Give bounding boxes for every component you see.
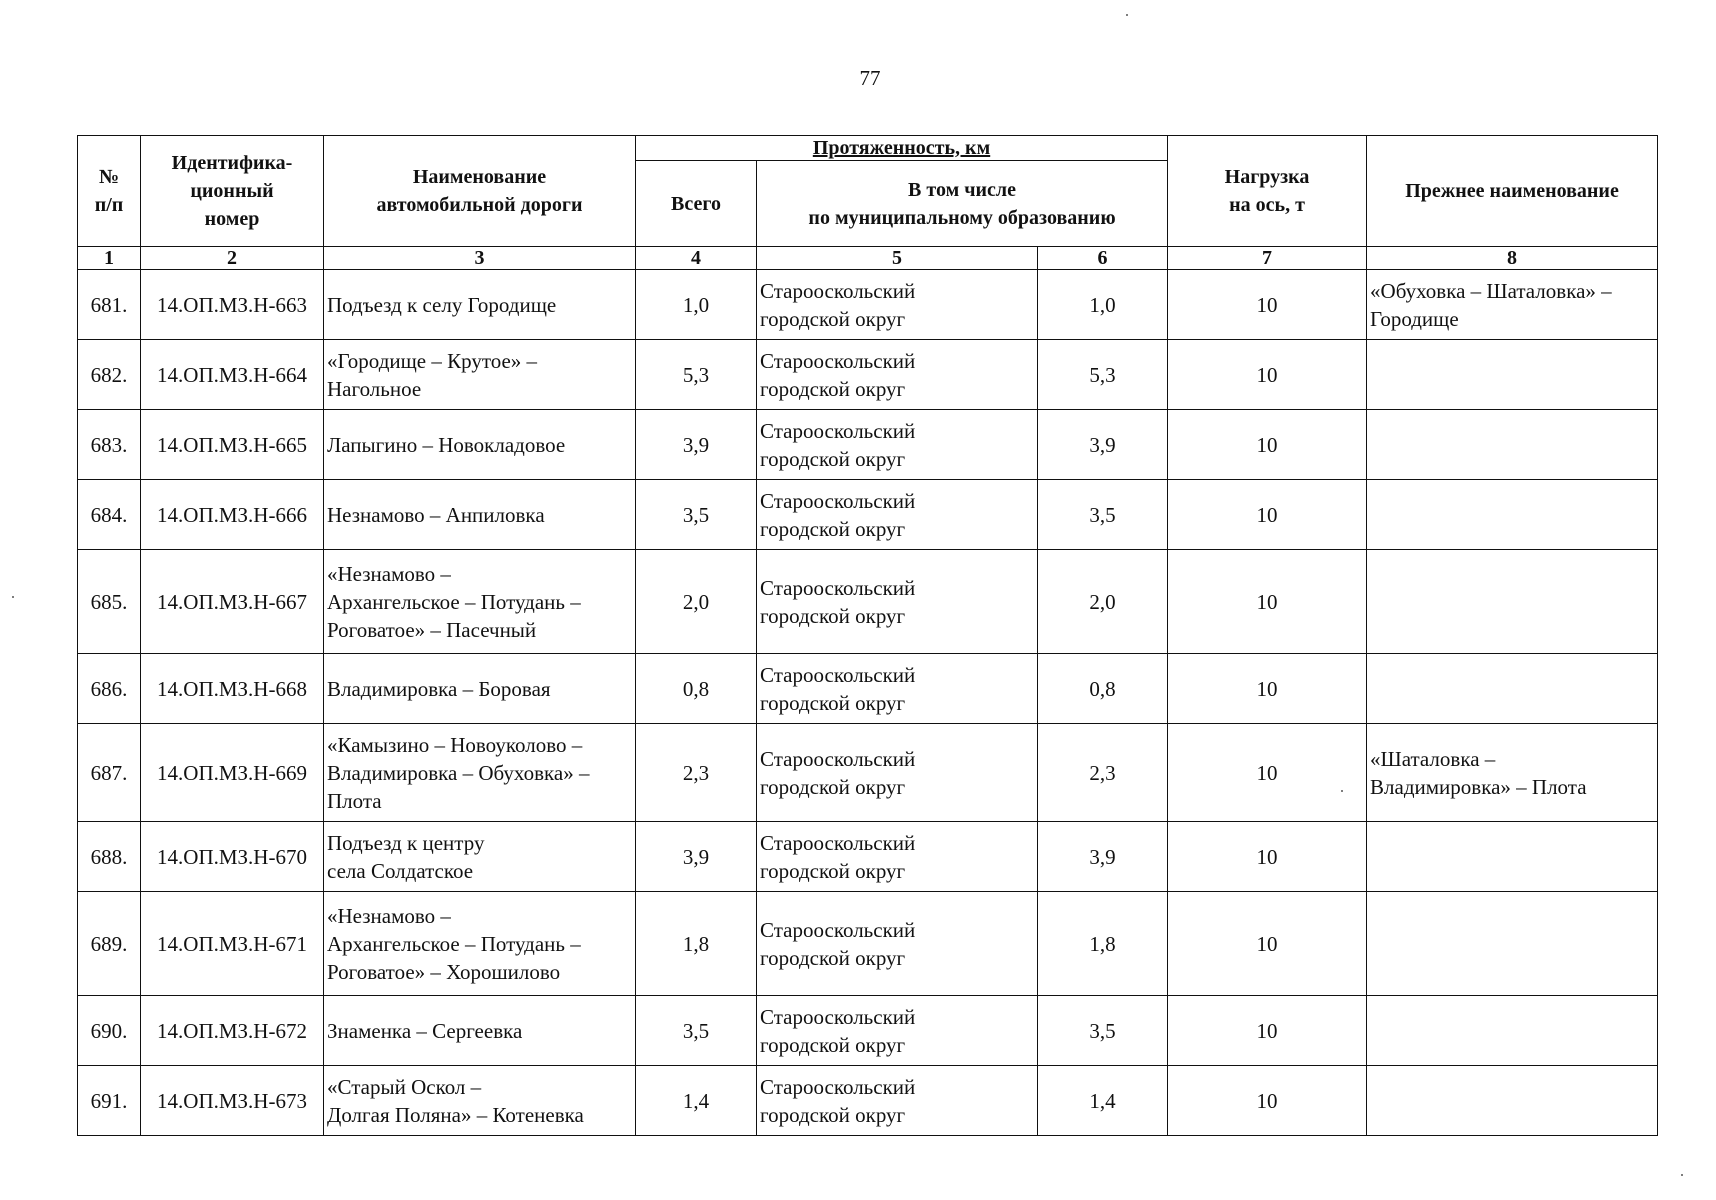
road-id: 14.ОП.МЗ.Н-672 bbox=[141, 996, 324, 1066]
row-number: 687. bbox=[78, 724, 141, 822]
road-name bbox=[324, 480, 636, 550]
column-numbers-row bbox=[78, 247, 1658, 270]
header-num bbox=[78, 136, 141, 247]
municipality-line: городской округ bbox=[760, 516, 906, 541]
header-axle-load bbox=[1168, 136, 1367, 247]
total-length: 3,9 bbox=[636, 410, 757, 480]
row-number: 685. bbox=[78, 550, 141, 654]
municipality-line: Старооскольский bbox=[760, 488, 916, 513]
municipality-line: Старооскольский bbox=[760, 746, 916, 771]
municipality-line: Старооскольский bbox=[760, 662, 916, 687]
row-number: 683. bbox=[78, 410, 141, 480]
column-number: 6 bbox=[1038, 247, 1168, 270]
municipality-line: Старооскольский bbox=[760, 278, 916, 303]
municipality-line: городской округ bbox=[760, 376, 906, 401]
header-num-line2: п/п bbox=[94, 194, 124, 216]
road-name bbox=[324, 822, 636, 892]
road-id: 14.ОП.МЗ.Н-663 bbox=[141, 270, 324, 340]
road-name bbox=[324, 1066, 636, 1136]
former-name bbox=[1367, 892, 1658, 996]
road-name-line: Подъезд к селу Городище bbox=[327, 292, 557, 317]
table-body bbox=[78, 270, 1658, 1136]
municipal-length: 0,8 bbox=[1038, 654, 1168, 724]
page-number: 77 bbox=[859, 66, 881, 90]
municipal-length: 1,4 bbox=[1038, 1066, 1168, 1136]
municipality-line: городской округ bbox=[760, 1032, 906, 1057]
road-name bbox=[324, 410, 636, 480]
former-name-line: Владимировка» – Плота bbox=[1370, 774, 1587, 799]
municipality bbox=[757, 822, 1038, 892]
header-including bbox=[757, 161, 1168, 247]
road-name bbox=[324, 996, 636, 1066]
municipality-line: городской округ bbox=[760, 690, 906, 715]
header-id-line2: ционный bbox=[190, 180, 274, 202]
table-row bbox=[78, 410, 1658, 480]
road-id: 14.ОП.МЗ.Н-665 bbox=[141, 410, 324, 480]
axle-load: 10 bbox=[1168, 822, 1367, 892]
axle-load: 10 bbox=[1168, 550, 1367, 654]
table-row bbox=[78, 270, 1658, 340]
column-number: 1 bbox=[78, 247, 141, 270]
row-number: 690. bbox=[78, 996, 141, 1066]
total-length: 1,4 bbox=[636, 1066, 757, 1136]
table-row bbox=[78, 480, 1658, 550]
municipality bbox=[757, 550, 1038, 654]
road-name-line: Роговатое» – Пасечный bbox=[327, 617, 537, 642]
axle-load: 10 bbox=[1168, 270, 1367, 340]
municipal-length: 1,8 bbox=[1038, 892, 1168, 996]
row-number: 689. bbox=[78, 892, 141, 996]
road-id: 14.ОП.МЗ.Н-670 bbox=[141, 822, 324, 892]
column-number: 3 bbox=[324, 247, 636, 270]
municipality-line: Старооскольский bbox=[760, 917, 916, 942]
municipality-line: городской округ bbox=[760, 774, 906, 799]
municipal-length: 3,9 bbox=[1038, 822, 1168, 892]
municipality-line: Старооскольский bbox=[760, 1074, 916, 1099]
header-road-name bbox=[324, 136, 636, 247]
road-id: 14.ОП.МЗ.Н-669 bbox=[141, 724, 324, 822]
header-num-line1: № bbox=[98, 166, 120, 188]
road-name bbox=[324, 340, 636, 410]
municipality-line: городской округ bbox=[760, 446, 906, 471]
municipality bbox=[757, 724, 1038, 822]
header-id-line3: номер bbox=[204, 208, 260, 230]
road-name-line: Знаменка – Сергеевка bbox=[327, 1018, 523, 1043]
axle-load: 10 bbox=[1168, 1066, 1367, 1136]
municipality bbox=[757, 480, 1038, 550]
former-name bbox=[1367, 340, 1658, 410]
former-name-line: Городище bbox=[1370, 306, 1459, 331]
axle-load: 10 bbox=[1168, 996, 1367, 1066]
table-row bbox=[78, 1066, 1658, 1136]
scan-speck bbox=[1126, 14, 1128, 16]
road-name-line: Архангельское – Потудань – bbox=[327, 589, 581, 614]
road-name bbox=[324, 270, 636, 340]
table-row bbox=[78, 550, 1658, 654]
municipality-line: городской округ bbox=[760, 858, 906, 883]
road-id: 14.ОП.МЗ.Н-666 bbox=[141, 480, 324, 550]
road-name-line: «Старый Оскол – bbox=[327, 1074, 482, 1099]
road-name-line: Владимировка – Боровая bbox=[327, 676, 551, 701]
road-name-line: Роговатое» – Хорошилово bbox=[327, 959, 561, 984]
former-name-line: «Обуховка – Шаталовка» – bbox=[1370, 278, 1612, 303]
former-name bbox=[1367, 410, 1658, 480]
former-name bbox=[1367, 822, 1658, 892]
municipality-line: городской округ bbox=[760, 945, 906, 970]
municipality bbox=[757, 996, 1038, 1066]
former-name bbox=[1367, 1066, 1658, 1136]
road-id: 14.ОП.МЗ.Н-673 bbox=[141, 1066, 324, 1136]
header-axle-load-line2: на ось, т bbox=[1229, 194, 1305, 216]
road-name-line: села Солдатское bbox=[327, 858, 474, 883]
header-including-line1: В том числе bbox=[908, 178, 1016, 201]
municipality bbox=[757, 654, 1038, 724]
former-name bbox=[1367, 550, 1658, 654]
row-number: 688. bbox=[78, 822, 141, 892]
header-including-line2: по муниципальному образованию bbox=[808, 206, 1116, 229]
municipal-length: 5,3 bbox=[1038, 340, 1168, 410]
axle-load: 10 bbox=[1168, 410, 1367, 480]
municipal-length: 1,0 bbox=[1038, 270, 1168, 340]
row-number: 684. bbox=[78, 480, 141, 550]
table-row bbox=[78, 340, 1658, 410]
former-name bbox=[1367, 654, 1658, 724]
road-name-line: Незнамово – Анпиловка bbox=[327, 502, 545, 527]
header-axle-load-line1: Нагрузка bbox=[1224, 166, 1310, 188]
municipality-line: Старооскольский bbox=[760, 830, 916, 855]
column-number: 8 bbox=[1367, 247, 1658, 270]
road-id: 14.ОП.МЗ.Н-668 bbox=[141, 654, 324, 724]
former-name bbox=[1367, 996, 1658, 1066]
row-number: 691. bbox=[78, 1066, 141, 1136]
header-road-name-line1: Наименование bbox=[412, 166, 547, 188]
road-id: 14.ОП.МЗ.Н-664 bbox=[141, 340, 324, 410]
table-row bbox=[78, 996, 1658, 1066]
road-id: 14.ОП.МЗ.Н-667 bbox=[141, 550, 324, 654]
column-number: 4 bbox=[636, 247, 757, 270]
municipality-line: Старооскольский bbox=[760, 575, 916, 600]
former-name bbox=[1367, 480, 1658, 550]
municipality bbox=[757, 410, 1038, 480]
municipality-line: городской округ bbox=[760, 1102, 906, 1127]
row-number: 682. bbox=[78, 340, 141, 410]
total-length: 5,3 bbox=[636, 340, 757, 410]
total-length: 2,0 bbox=[636, 550, 757, 654]
column-number: 5 bbox=[757, 247, 1038, 270]
municipality bbox=[757, 1066, 1038, 1136]
total-length: 3,5 bbox=[636, 996, 757, 1066]
road-name-line: «Городище – Крутое» – bbox=[327, 348, 538, 373]
header-id bbox=[141, 136, 324, 247]
axle-load: 10 bbox=[1168, 892, 1367, 996]
former-name-line: «Шаталовка – bbox=[1370, 746, 1496, 771]
municipality-line: городской округ bbox=[760, 603, 906, 628]
scan-speck bbox=[1681, 1174, 1683, 1176]
total-length: 2,3 bbox=[636, 724, 757, 822]
axle-load: 10 bbox=[1168, 654, 1367, 724]
column-number: 2 bbox=[141, 247, 324, 270]
road-name-line: «Незнамово – bbox=[327, 903, 451, 928]
axle-load: 10 bbox=[1168, 480, 1367, 550]
table-row bbox=[78, 822, 1658, 892]
municipality-line: Старооскольский bbox=[760, 348, 916, 373]
municipal-length: 3,5 bbox=[1038, 480, 1168, 550]
municipality-line: городской округ bbox=[760, 306, 906, 331]
header-former-name: Прежнее наименование bbox=[1367, 136, 1658, 247]
road-name bbox=[324, 724, 636, 822]
road-name-line: «Камызино – Новоуколово – bbox=[327, 732, 583, 757]
road-name-line: Архангельское – Потудань – bbox=[327, 931, 581, 956]
table-row bbox=[78, 892, 1658, 996]
municipality bbox=[757, 892, 1038, 996]
road-name bbox=[324, 892, 636, 996]
header-road-name-line2: автомобильной дороги bbox=[376, 194, 583, 216]
road-name-line: «Незнамово – bbox=[327, 561, 451, 586]
road-id: 14.ОП.МЗ.Н-671 bbox=[141, 892, 324, 996]
municipality bbox=[757, 340, 1038, 410]
header-length: Протяженность, км bbox=[636, 136, 1168, 161]
road-name bbox=[324, 550, 636, 654]
road-name-line: Нагольное bbox=[327, 376, 422, 401]
municipal-length: 2,3 bbox=[1038, 724, 1168, 822]
total-length: 0,8 bbox=[636, 654, 757, 724]
axle-load: 10 bbox=[1168, 724, 1367, 822]
column-number: 7 bbox=[1168, 247, 1367, 270]
table-row bbox=[78, 654, 1658, 724]
municipal-length: 3,9 bbox=[1038, 410, 1168, 480]
total-length: 3,5 bbox=[636, 480, 757, 550]
row-number: 681. bbox=[78, 270, 141, 340]
former-name bbox=[1367, 724, 1658, 822]
row-number: 686. bbox=[78, 654, 141, 724]
total-length: 1,8 bbox=[636, 892, 757, 996]
header-total: Всего bbox=[636, 161, 757, 247]
road-name-line: Владимировка – Обуховка» – bbox=[327, 760, 590, 785]
road-name-line: Плота bbox=[327, 788, 382, 813]
road-name bbox=[324, 654, 636, 724]
municipality-line: Старооскольский bbox=[760, 418, 916, 443]
scan-speck bbox=[12, 596, 14, 598]
municipality bbox=[757, 270, 1038, 340]
road-name-line: Лапыгино – Новокладовое bbox=[327, 432, 566, 457]
total-length: 3,9 bbox=[636, 822, 757, 892]
municipal-length: 2,0 bbox=[1038, 550, 1168, 654]
table-row bbox=[78, 724, 1658, 822]
road-name-line: Подъезд к центру bbox=[327, 830, 485, 855]
header-id-line1: Идентифика- bbox=[171, 152, 293, 174]
roads-table bbox=[77, 135, 1658, 1136]
municipal-length: 3,5 bbox=[1038, 996, 1168, 1066]
road-name-line: Долгая Поляна» – Котеневка bbox=[327, 1102, 584, 1127]
former-name bbox=[1367, 270, 1658, 340]
axle-load: 10 bbox=[1168, 340, 1367, 410]
municipality-line: Старооскольский bbox=[760, 1004, 916, 1029]
total-length: 1,0 bbox=[636, 270, 757, 340]
